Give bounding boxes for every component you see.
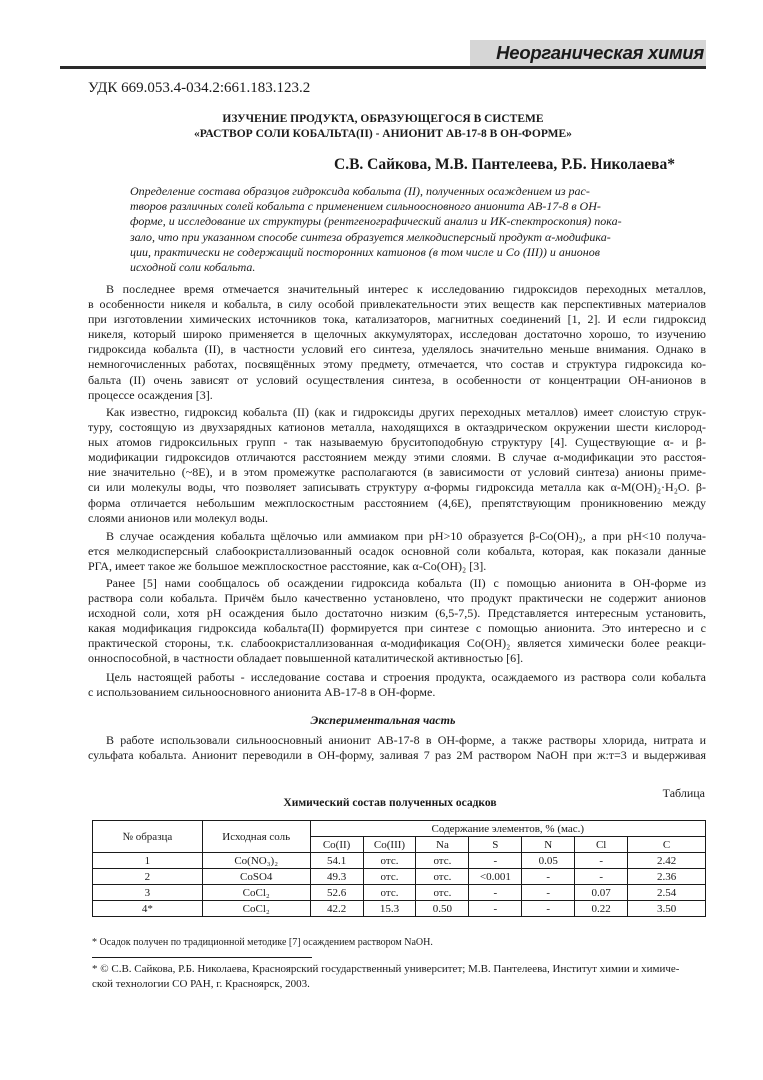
paragraph-intro [88,282,706,403]
text-line: никеля, который широко применяется в щелочных аккумуляторах, исследован достаточно хорошо, то изучению [88,327,706,342]
cell-value: отс. [363,885,416,901]
header-element: Co(II) [310,837,363,853]
cell-value: - [469,901,522,917]
article-title-line-1: ИЗУЧЕНИЕ ПРОДУКТА, ОБРАЗУЮЩЕГОСЯ В СИСТЕМЕ [222,113,544,125]
table-row [93,901,706,917]
cell-value: 2.54 [628,885,706,901]
cell-value: 15.3 [363,901,416,917]
table-title: Химический состав полученных осадков [283,797,497,809]
text-line: онноспособной, в частности обладает повышенной каталитической активностью [6]. [88,651,524,666]
table-row [93,885,706,901]
cell-value: отс. [416,853,469,869]
header-element: Cl [575,837,628,853]
cell-value: 2.42 [628,853,706,869]
text-line: гидроксида кобальта (II), в частности условий его синтеза, уделялось значительно меньше внимания. Однако в [88,342,706,357]
text-line: с использованием сильноосновного анионита АВ-17-8 в ОН-форме. [88,685,436,700]
paragraph-goal [88,670,706,700]
text-line: какая модификация гидроксида кобальта(II) формируется при синтезе с помощью анионита. Это интересно и с [88,621,706,636]
abstract [130,184,710,275]
cell-sample: 2 [93,869,203,885]
cell-value: 0.22 [575,901,628,917]
text-line: туру, состоящую из двухзарядных катионов металла, находящихся в октаэдрическом окружении шести кислород- [88,420,706,435]
header-element: Na [416,837,469,853]
paragraph-experimental [88,733,706,763]
cell-value: - [469,853,522,869]
cell-value: 0.05 [522,853,575,869]
text-line: ных атомов гидроксильных групп - так называемую бруситоподобную структуру [4]. Существующие α- и β- [88,435,706,450]
text-line: исходной соли, хотя рН осаждения было достаточно низким (6,5-7,5). Представляется интересным установить, [88,606,706,621]
cell-sample: 4* [93,901,203,917]
text-line: В случае осаждения кобальта щёлочью или аммиаком при рН>10 образуется β-Co(OH)₂, а при рН<10 получа- [106,529,706,543]
cell-salt: CoCl₂ [202,885,310,901]
text-line: РГА, имеет такое же большое межплоскостное расстояние, как α-Co(OH)₂ [3]. [88,559,487,574]
text-line: форма отличается небольшим межплоскостным расстоянием (4,6Е), препятствующим проникновению между [88,495,706,510]
cell-value: 42.2 [310,901,363,917]
text-line: Цель настоящей работы - исследование состава и строения продукта, осаждаемого из раствора соли кобальта [106,670,706,684]
cell-value: 0.50 [416,901,469,917]
header-salt: Исходная соль [202,821,310,853]
paragraph-structure [88,405,706,526]
cell-salt: CoSO4 [202,869,310,885]
cell-salt: Co(NO₃)₂ [202,853,310,869]
cell-value: 2.36 [628,869,706,885]
cell-value: - [522,901,575,917]
text-line: ется мелкодисперсный слабоокристаллизованный осадок основной соли кобальта, которая, как показали данные [88,544,706,559]
text-line: процессе осаждения [3]. [88,387,213,402]
text-line: Как известно, гидроксид кобальта (II) (как и гидроксиды других переходных металлов) имеет слоистую струк- [106,405,706,419]
text-line: раствора соли кобальта. Причём было качественно установлено, что продукт практически не содержит анионов [88,591,706,606]
header-element: S [469,837,522,853]
abstract-line: зало, что при указанном способе синтеза образуется мелкодисперсный продукт α-модифика- [130,229,611,244]
abstract-line: Определение состава образцов гидроксида кобальта (II), полученных осаждением из рас- [130,184,590,198]
cell-value: отс. [363,853,416,869]
abstract-line: ции, практически не содержащий посторонних катионов (в том числе и Со (III)) и анионов [130,244,600,259]
cell-value: <0.001 [469,869,522,885]
text-line: слоями анионов или молекул воды. [88,510,268,525]
text-line: В работе использовали сильноосновный анионит АВ-17-8 в ОН-форме, а также растворы хлорида, нитрата и [106,733,706,747]
cell-sample: 3 [93,885,203,901]
table-row [93,853,706,869]
paragraph-previous-work [88,576,706,667]
composition-table [92,820,706,917]
udk-code: УДК 669.053.4-034.2:661.183.123.2 [88,80,311,96]
cell-value: - [575,869,628,885]
cell-value: 54.1 [310,853,363,869]
table-row [93,869,706,885]
text-line: модификации гидроксидов отличаются расстоянием между этими слоями. В случае α-модификации это расстоя- [88,450,706,465]
cell-salt: CoCl₂ [202,901,310,917]
text-line: немногочисленных работах, посвящённых этому предмету, отмечается, что состав и структура гидроксида ко- [88,357,706,372]
cell-value: отс. [416,869,469,885]
header-element: N [522,837,575,853]
cell-value: 49.3 [310,869,363,885]
text-line: Ранее [5] нами сообщалось об осаждении гидроксида кобальта (II) с помощью анионита в ОН-форме из [106,576,706,590]
cell-value: отс. [363,869,416,885]
authors: С.В. Сайкова, М.В. Пантелеева, Р.Б. Николаева* [334,156,675,173]
text-line: в особенности никеля и кобальта, в силу особой привлекательности этих веществ как перспективных материалов [88,297,706,312]
header-content-group: Содержание элементов, % (мас.) [310,821,705,837]
cell-value: 52.6 [310,885,363,901]
cell-value: - [522,869,575,885]
footnote-line: * © С.В. Сайкова, Р.Б. Николаева, Красноярский государственный университет; М.В. Пантелеева, Институт химии и химиче- [92,963,680,975]
table-note: * Осадок получен по традиционной методике [7] осаждением раствором NaOH. [92,937,433,948]
text-line: В последнее время отмечается значительный интерес к исследованию гидроксидов переходных металлов, [106,282,706,296]
cell-value: - [469,885,522,901]
cell-value: 0.07 [575,885,628,901]
text-line: при изготовлении химических источников тока, катализаторов, магнитных соединений [1, 2]. И если гидроксид [88,312,706,327]
cell-value: отс. [416,885,469,901]
text-line: сульфата кобальта. Анионит переводили в ОН-форму, заливая 7 раз 2М раствором NaOH при ж:т=3 и выдерживая [88,748,706,763]
footnote-divider [92,957,312,958]
paragraph-precipitation [88,529,706,574]
section-heading-experimental: Экспериментальная часть [310,713,456,727]
abstract-line: исходной соли кобальта. [130,260,256,275]
cell-value: - [522,885,575,901]
text-line: си или молекулы воды, что позволяет записывать структуру α-формы гидроксида металла как α-M(OH)₂·H₂O. β- [88,480,706,495]
header-sample: № образца [93,821,203,853]
cell-sample: 1 [93,853,203,869]
footnote-line: ской технологии СО РАН, г. Красноярск, 2003. [92,978,310,990]
header-rule [60,66,706,69]
section-title: Неорганическая химия [496,42,704,63]
header-element: C [628,837,706,853]
table-label: Таблица [662,786,705,800]
footnote [92,962,706,992]
text-line: ние значительно (~8Е), и в этом промежутке располагаются (в зависимости от условий синтеза) анионы приме- [88,465,706,480]
cell-value: 3.50 [628,901,706,917]
article-title-line-2: «РАСТВОР СОЛИ КОБАЛЬТА(II) - АНИОНИТ АВ-17-8 В ОН-ФОРМЕ» [194,128,572,140]
abstract-line: творов различных солей кобальта с применением сильноосновного анионита АВ-17-8 в ОН- [130,199,601,214]
cell-value: - [575,853,628,869]
header-element: Co(III) [363,837,416,853]
text-line: бальта (II) очень зависят от условий осуществления синтеза, в особенности от концентрации ОН-анионов в [88,372,706,387]
text-line: практической стороны, т.к. слабоокристаллизованная α-модификация Co(OH)₂ является химически более реакци- [88,636,706,651]
abstract-line: форме, и исследование их структуры (рентгенографический анализ и ИК-спектроскопия) пока- [130,214,622,229]
